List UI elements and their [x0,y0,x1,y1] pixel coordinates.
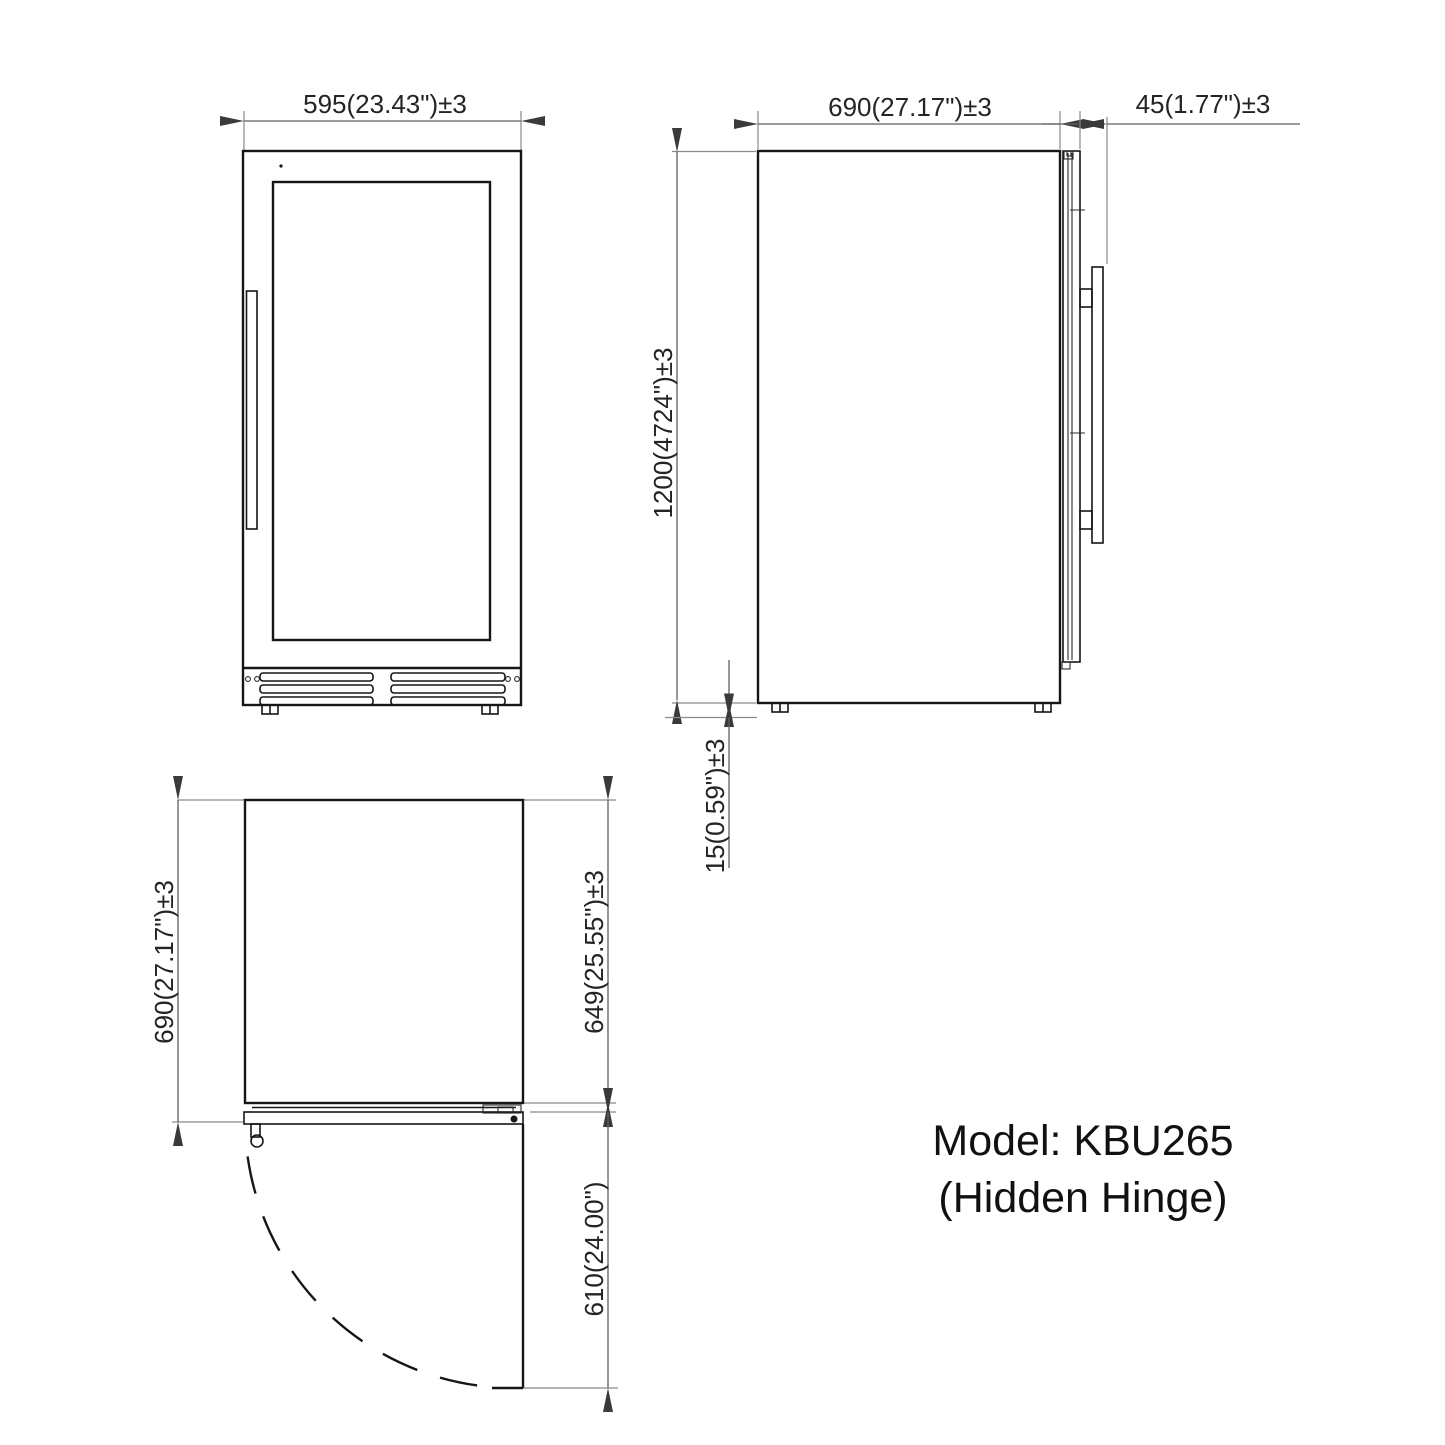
front-door-mark-dot [279,164,282,167]
model-label-line1: Model: KBU265 [932,1117,1234,1165]
top-cabinet-body [245,800,523,1103]
handle-standoff [1080,511,1092,529]
top-cabinet-depth-dimension-text: 649(25.55")±3 [579,870,609,1034]
side-depth-dimension-text: 690(27.17")±3 [828,92,992,122]
vent-screw [255,677,260,682]
side-bottom-hinge [1062,662,1070,669]
side-view [648,89,1300,873]
vent-slat [391,673,505,681]
top-total-depth-dimension [149,800,179,1122]
top-door-slab [244,1112,523,1124]
front-feet [262,705,498,714]
front-width-dimension-text: 595(23.43")±3 [303,89,467,119]
top-door-swing-dimension [579,1112,609,1388]
vent-screw [515,677,520,682]
top-door-swing-arc [248,1156,486,1386]
side-depth-dimension [758,92,1060,149]
model-label [932,1117,1233,1222]
top-total-depth-dimension-text: 690(27.17")±3 [149,880,179,1044]
handle-bar [1092,267,1103,543]
side-foot-clearance-dimension [665,660,757,873]
front-vent-grille [246,673,520,705]
side-height-dimension [648,152,756,704]
top-hinge-pivot [511,1116,518,1123]
side-height-dimension-text: 1200(4724")±3 [648,347,678,519]
side-door-handle [1080,267,1103,543]
top-door-open [248,1124,523,1388]
top-door-swing-dimension-text: 610(24.00") [579,1181,609,1317]
front-door-handle [247,291,258,529]
side-feet [772,703,1051,712]
side-handle-depth-dimension-text: 45(1.77")±3 [1135,89,1271,119]
front-width-dimension [244,89,521,150]
vent-screw [506,677,511,682]
side-cabinet-body [758,151,1060,703]
side-door [1062,151,1085,669]
top-cabinet-depth-dimension [579,800,609,1103]
top-door-closed [244,1105,523,1147]
handle-standoff [1080,289,1092,307]
vent-screw [246,677,251,682]
side-foot-clearance-dimension-text: 15(0.59")±3 [700,738,730,874]
top-view [149,800,618,1388]
vent-slat [260,673,373,681]
vent-slat [391,685,505,693]
front-view [243,89,521,714]
model-label-line2: (Hidden Hinge) [938,1174,1228,1222]
vent-slat [260,685,373,693]
front-glass-window [273,182,490,640]
front-cabinet-body [243,151,521,705]
